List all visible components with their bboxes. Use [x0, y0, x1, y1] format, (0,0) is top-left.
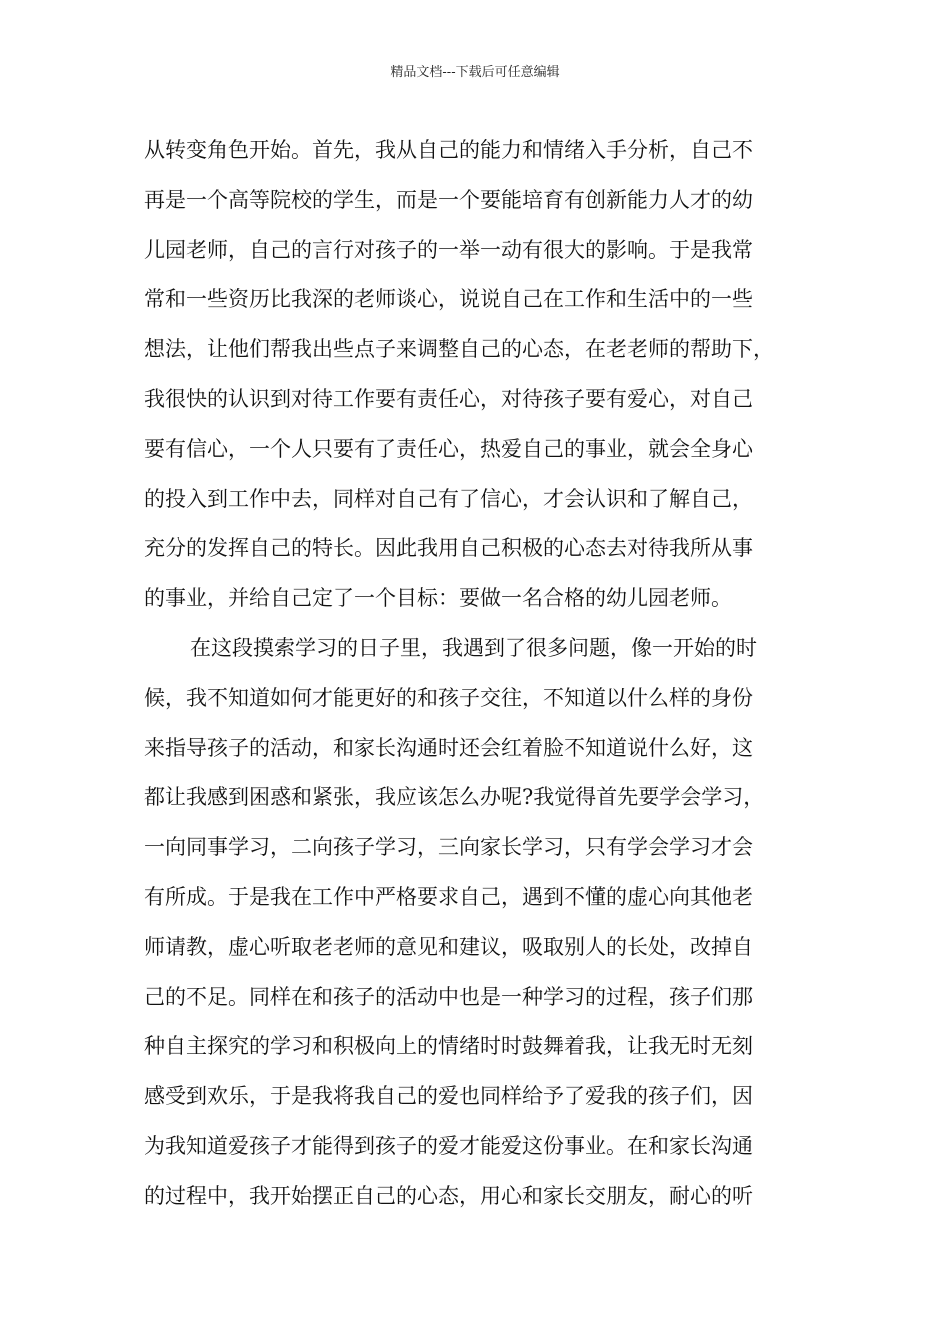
- text-line: 有所成。于是我在工作中严格要求自己，遇到不懂的虚心向其他老: [144, 884, 753, 909]
- text-line: 师请教，虚心听取老老师的意见和建议，吸取别人的长处，改掉自: [144, 934, 753, 959]
- text-line: 的过程中，我开始摆正自己的心态，用心和家长交朋友，耐心的听: [144, 1183, 753, 1208]
- text-line: 为我知道爱孩子才能得到孩子的爱才能爱这份事业。在和家长沟通: [144, 1133, 753, 1158]
- text-line: 再是一个高等院校的学生，而是一个要能培育有创新能力人才的幼: [144, 187, 753, 212]
- text-line: 要有信心，一个人只要有了责任心，热爱自己的事业，就会全身心: [144, 436, 753, 461]
- text-line: 儿园老师，自己的言行对孩子的一举一动有很大的影响。于是我常: [144, 237, 753, 262]
- text-line: 种自主探究的学习和积极向上的情绪时时鼓舞着我，让我无时无刻: [144, 1034, 753, 1059]
- document-body: [144, 126, 814, 1222]
- text-line: 一向同事学习，二向孩子学习，三向家长学习，只有学会学习才会: [144, 835, 753, 860]
- text-line: 我很快的认识到对待工作要有责任心，对待孩子要有爱心，对自己: [144, 386, 753, 411]
- text-line: 都让我感到困惑和紧张，我应该怎么办呢?我觉得首先要学会学习，: [144, 785, 765, 810]
- text-line: 在这段摸索学习的日子里，我遇到了很多问题，像一开始的时: [190, 635, 757, 660]
- text-line: 己的不足。同样在和孩子的活动中也是一种学习的过程，孩子们那: [144, 984, 753, 1009]
- text-line: 常和一些资历比我深的老师谈心，说说自己在工作和生活中的一些: [144, 287, 753, 312]
- page-header: 精品文档---下载后可任意编辑: [390, 65, 560, 80]
- text-line: 的事业，并给自己定了一个目标：要做一名合格的幼儿园老师。: [144, 586, 732, 611]
- paragraph-1: [144, 126, 814, 624]
- text-line: 感受到欢乐，于是我将我自己的爱也同样给予了爱我的孩子们，因: [144, 1084, 753, 1109]
- text-line: 想法，让他们帮我出些点子来调整自己的心态，在老老师的帮助下，: [144, 337, 774, 362]
- text-line: 的投入到工作中去，同样对自己有了信心，才会认识和了解自己，: [144, 486, 753, 511]
- text-line: 充分的发挥自己的特长。因此我用自己积极的心态去对待我所从事: [144, 536, 753, 561]
- text-line: 从转变角色开始。首先，我从自己的能力和情绪入手分析，自己不: [144, 138, 753, 162]
- text-line: 候，我不知道如何才能更好的和孩子交往，不知道以什么样的身份: [144, 685, 753, 710]
- text-line: 来指导孩子的活动，和家长沟通时还会红着脸不知道说什么好，这: [144, 735, 753, 760]
- paragraph-2: [144, 624, 814, 1222]
